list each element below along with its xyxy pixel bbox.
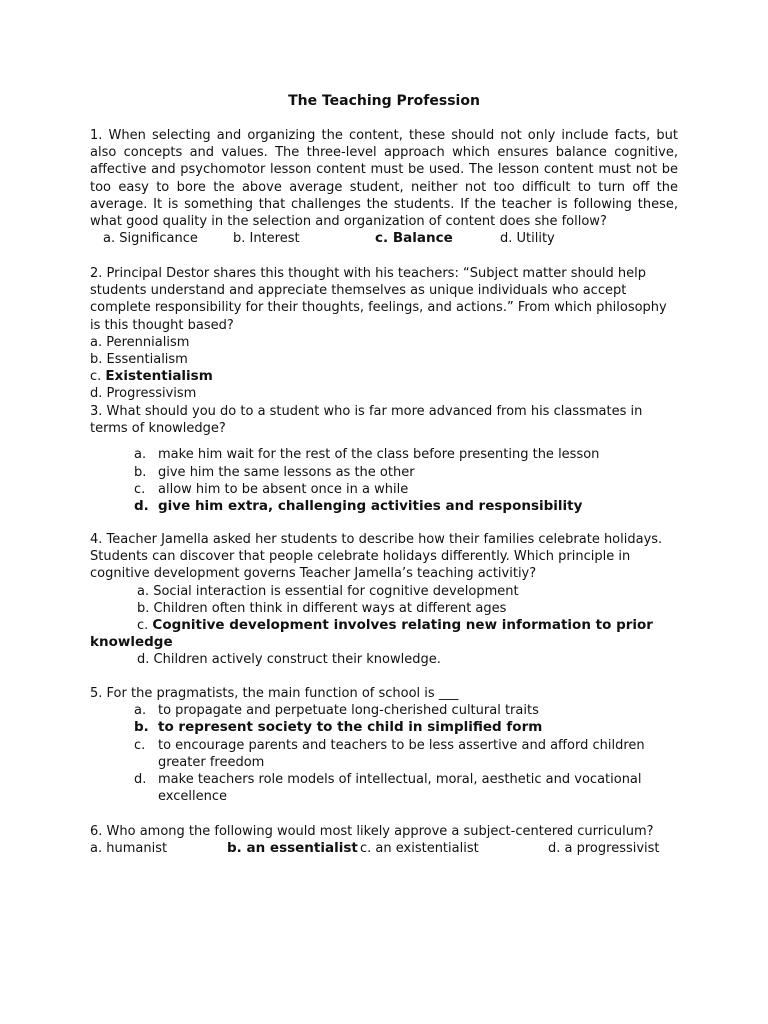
q5-marker-c: c. (134, 737, 146, 753)
q1-option-b: b. Interest (233, 231, 300, 247)
q2-option-d: d. Progressivism (90, 386, 197, 402)
q2-option-c-answer: Existentialism (105, 368, 213, 385)
q5-option-c (134, 737, 678, 771)
question-4 (90, 531, 678, 669)
question-6-stem: 6. Who among the following would most likely approve a subject-centered curriculum? (90, 824, 654, 839)
q4-option-c (90, 617, 678, 651)
question-3-stem: 3. What should you do to a student who is far more advanced from his classmates in terms of knowledge? (90, 404, 643, 437)
q3-option-a-text: make him wait for the rest of the class before presenting the lesson (158, 447, 600, 463)
q6-option-d: d. a progressivist (548, 841, 660, 857)
q3-option-c-text: allow him to be absent once in a while (158, 481, 409, 497)
q3-marker-c: c. (134, 481, 146, 497)
q3-option-b-text: give him the same lessons as the other (158, 464, 415, 480)
q3-marker-a: a. (134, 447, 147, 463)
question-6 (90, 823, 678, 857)
question-6-options (90, 840, 678, 857)
q2-option-c (90, 368, 678, 385)
q5-option-a-text: to propagate and perpetuate long-cherished cultural traits (158, 703, 539, 719)
q2-option-c-marker: c. (90, 369, 102, 385)
question-4-stem: 4. Teacher Jamella asked her students to describe how their families celebrate holidays. Students can discover that people celebrate holidays differently. Which principle in cognitive development governs Teacher Jamella’s teaching activitiy? (90, 532, 663, 582)
q5-option-a (134, 702, 678, 719)
question-1-options (90, 230, 678, 247)
q2-option-a: a. Perennialism (90, 334, 190, 350)
question-5-options (134, 702, 678, 805)
q3-option-a (134, 446, 678, 463)
question-3-options (134, 446, 678, 515)
q5-option-c-text: to encourage parents and teachers to be less assertive and afford children greater freedom (158, 737, 645, 770)
q4-option-a: a. Social interaction is essential for cognitive development (137, 583, 519, 599)
q3-option-d-answer (134, 498, 678, 515)
question-5-stem: 5. For the pragmatists, the main function of school is ___ (90, 686, 459, 701)
q5-option-b-text: to represent society to the child in simplified form (158, 719, 543, 736)
q3-marker-d: d. (134, 498, 149, 515)
q5-option-d-text: make teachers role models of intellectual, moral, aesthetic and vocational excellence (158, 772, 642, 805)
q3-marker-b: b. (134, 464, 147, 480)
q5-marker-a: a. (134, 703, 147, 719)
question-5 (90, 685, 678, 805)
q1-option-c-answer: c. Balance (375, 230, 453, 247)
q3-option-b (134, 464, 678, 481)
q5-option-d (134, 771, 678, 805)
q1-option-d: d. Utility (500, 231, 555, 247)
q2-option-b: b. Essentialism (90, 352, 188, 368)
q3-option-d-text: give him extra, challenging activities and responsibility (158, 498, 583, 515)
question-2-stem: 2. Principal Destor shares this thought with his teachers: “Subject matter should help students understand and appreciate themselves as unique individuals who accept complete responsibility for their thoughts, feelings, and actions.” From which philosophy is this thought based? (90, 266, 667, 333)
question-2 (90, 265, 678, 403)
q4-option-d: d. Children actively construct their knowledge. (137, 652, 441, 668)
q3-option-c (134, 481, 678, 498)
q6-option-c: c. an existentialist (360, 841, 479, 857)
q6-option-a: a. humanist (90, 841, 168, 857)
question-1-stem: 1. When selecting and organizing the content, these should not only include facts, but also concepts and values. The three-level approach which ensures balance cognitive, affective and psychomotor lesson content must be used. The lesson content must not be too easy to bore the above average student, neither not too difficult to turn off the average. It is something that challenges the students. If the teacher is following these, what good quality in the selection and organization of content does she follow? (90, 128, 678, 230)
q5-marker-d: d. (134, 772, 147, 788)
q1-option-a: a. Significance (103, 231, 198, 247)
q6-option-b-answer: b. an essentialist (227, 840, 358, 857)
q5-option-b-answer (134, 719, 678, 736)
question-3 (90, 403, 678, 515)
q4-option-b: b. Children often think in different ways at different ages (137, 600, 507, 616)
q4-option-c-answer: Cognitive development involves relating new information to prior knowledge (90, 617, 653, 651)
question-1 (90, 127, 678, 247)
page-title: The Teaching Profession (288, 93, 480, 109)
q5-marker-b: b. (134, 719, 149, 736)
q4-option-c-marker: c. (137, 618, 149, 634)
